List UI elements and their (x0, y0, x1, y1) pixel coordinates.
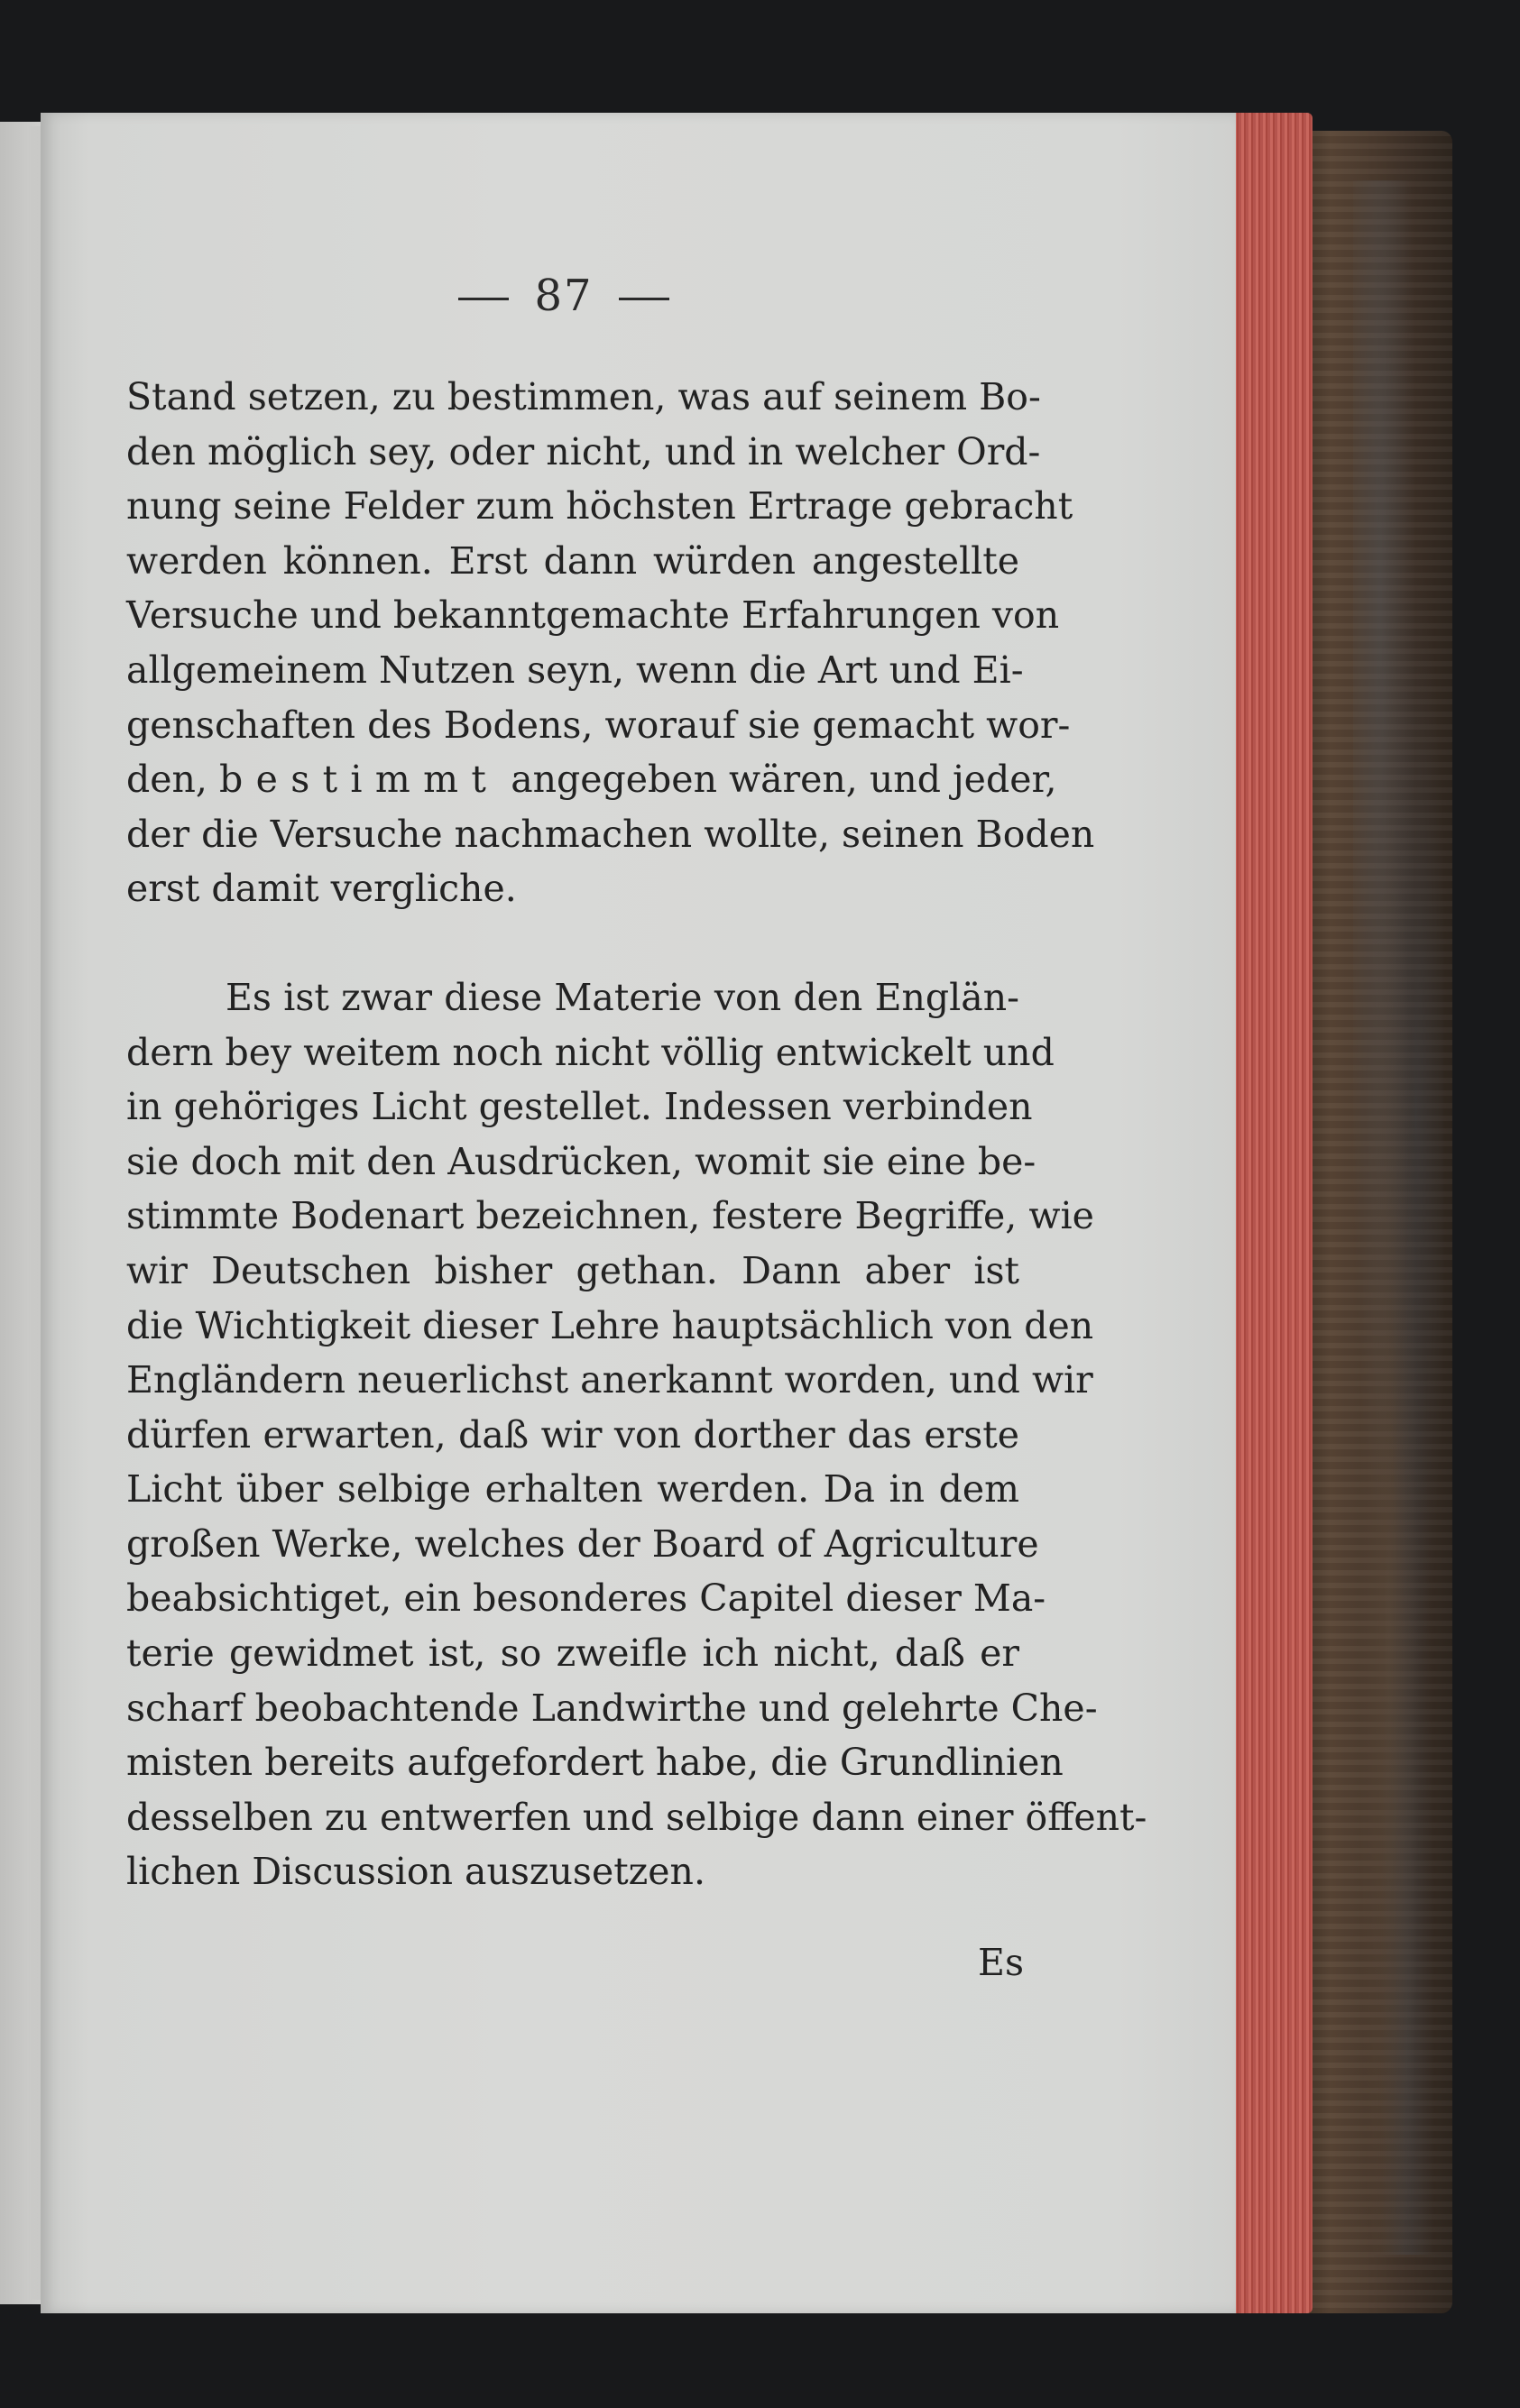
paragraph-gap (126, 916, 1019, 970)
text-line: den, bestimmt angegeben wären, und jeder, (126, 758, 1057, 802)
text-line: scharf beobachtende Landwirthe und gelehrte Che- (126, 1686, 1098, 1730)
text-line: der die Versuche nachmachen wollte, seinen Boden (126, 812, 1095, 856)
text-line: misten bereits aufgefordert habe, die Grundlinien (126, 1741, 1064, 1785)
page-header (406, 271, 722, 321)
text-line: die Wichtigkeit dieser Lehre hauptsächlich von den (126, 1303, 1094, 1347)
text-line: desselben zu entwerfen und selbige dann einer öffent- (126, 1795, 1147, 1839)
text-line: Es ist zwar diese Materie von den Englän- (226, 975, 1019, 1019)
text-line: in gehöriges Licht gestellet. Indessen verbinden (126, 1085, 1033, 1129)
page-number: 87 (534, 271, 594, 321)
text-line: allgemeinem Nutzen seyn, wenn die Art und Ei- (126, 648, 1024, 692)
text-line: Versuche und bekanntgemachte Erfahrungen von (126, 593, 1060, 638)
text-line: Stand setzen, zu bestimmen, was auf seinem Bo- (126, 375, 1041, 418)
text-line: dern bey weitem noch nicht völlig entwickelt und (126, 1030, 1055, 1074)
text-line: sie doch mit den Ausdrücken, womit sie eine be- (126, 1139, 1036, 1183)
text-line: werden können. Erst dann würden angestellte (126, 538, 1019, 583)
body-text (126, 370, 1147, 1899)
text-line: terie gewidmet ist, so zweifle ich nicht, daß er (126, 1631, 1019, 1676)
header-dash-right (619, 298, 669, 300)
text-line: stimmte Bodenart bezeichnen, festere Begriffe, wie (126, 1194, 1094, 1238)
text-line: den möglich sey, oder nicht, und in welcher Ord- (126, 429, 1041, 473)
text-line: Engländern neuerlichst anerkannt worden, und wir (126, 1358, 1093, 1402)
text-line: erst damit vergliche. (126, 867, 517, 911)
text-line: nung seine Felder zum höchsten Ertrage gebracht (126, 484, 1073, 528)
text-line: genschaften des Bodens, worauf sie gemacht wor- (126, 703, 1071, 747)
text-line: dürfen erwarten, daß wir von dorther das erste (126, 1412, 1019, 1457)
emphasized-word: bestimmt (218, 758, 500, 802)
text-line: Licht über selbige erhalten werden. Da in dem (126, 1467, 1019, 1512)
marbled-cover (1353, 180, 1443, 2255)
text-line: großen Werke, welches der Board of Agriculture (126, 1521, 1039, 1566)
text-line: wir Deutschen bisher gethan. Dann aber ist (126, 1248, 1019, 1292)
text-line: lichen Discussion auszusetzen. (126, 1850, 705, 1894)
red-page-edges (1231, 113, 1313, 2313)
header-dash-left (458, 298, 509, 300)
catchword: Es (978, 1941, 1024, 1984)
text-line: beabsichtiget, ein besonderes Capitel dieser Ma- (126, 1576, 1046, 1621)
